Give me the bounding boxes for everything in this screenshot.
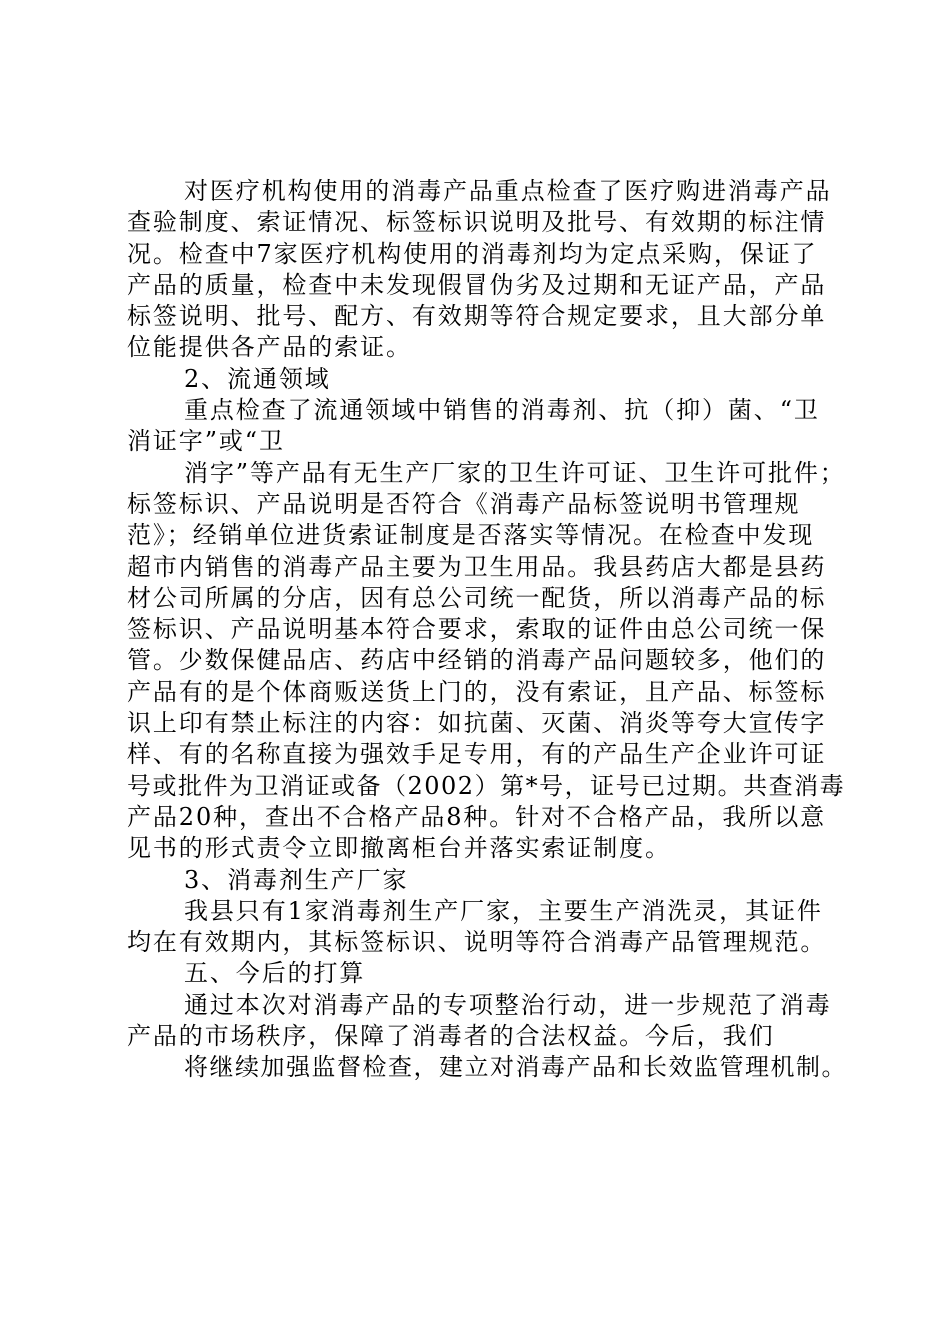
text-line: 管。少数保健品店、药店中经销的消毒产品问题较多，他们的 [127, 646, 827, 675]
text-line: 标签说明、批号、配方、有效期等符合规定要求，且大部分单 [127, 302, 827, 331]
text-line: 标签标识、产品说明是否符合《消毒产品标签说明书管理规 [127, 489, 801, 518]
text-line: 识上印有禁止标注的内容：如抗菌、灭菌、消炎等夸大宣传字 [127, 709, 827, 738]
text-line: 材公司所属的分店，因有总公司统一配货，所以消毒产品的标 [127, 583, 827, 612]
text-line: 3、消毒剂生产厂家 [184, 865, 409, 894]
text-line: 见书的形式责令立即撤离柜台并落实索证制度。 [127, 834, 671, 863]
document-body [127, 176, 847, 1084]
text-line: 超市内销售的消毒产品主要为卫生用品。我县药店大都是县药 [127, 552, 827, 581]
text-line: 我县只有1家消毒剂生产厂家，主要生产消洗灵，其证件 [184, 896, 823, 925]
text-line: 通过本次对消毒产品的专项整治行动，进一步规范了消毒 [184, 990, 832, 1019]
text-line: 五、今后的打算 [184, 959, 366, 988]
text-line: 产品的质量，检查中未发现假冒伪劣及过期和无证产品，产品 [127, 270, 827, 299]
text-line: 查验制度、索证情况、标签标识说明及批号、有效期的标注情 [127, 208, 827, 237]
text-line: 消证字”或“卫 [127, 427, 285, 456]
text-line: 消字”等产品有无生产厂家的卫生许可证、卫生许可批件； [184, 458, 846, 487]
text-line: 签标识、产品说明基本符合要求，索取的证件由总公司统一保 [127, 615, 827, 644]
text-line: 况。检查中7家医疗机构使用的消毒剂均为定点采购，保证了 [127, 239, 818, 268]
text-line: 范》；经销单位进货索证制度是否落实等情况。在检查中发现 [127, 521, 815, 550]
text-line: 产品的市场秩序，保障了消毒者的合法权益。今后，我们 [127, 1022, 775, 1051]
text-line: 重点检查了流通领域中销售的消毒剂、抗（抑）菌、“卫 [184, 396, 820, 425]
text-line: 将继续加强监督检查，建立对消毒产品和长效监管理机制。 [184, 1053, 847, 1082]
text-line: 产品20种，查出不合格产品8种。针对不合格产品，我所以意 [127, 802, 827, 831]
text-line: 位能提供各产品的索证。 [127, 333, 412, 362]
text-line: 对医疗机构使用的消毒产品重点检查了医疗购进消毒产品 [184, 177, 832, 205]
text-line: 产品有的是个体商贩送货上门的，没有索证，且产品、标签标 [127, 677, 827, 706]
text-line: 样、有的名称直接为强效手足专用，有的产品生产企业许可证 [127, 740, 827, 769]
text-line: 2、流通领域 [184, 364, 331, 393]
text-line: 号或批件为卫消证或备（2002）第*号，证号已过期。共查消毒 [127, 771, 846, 800]
text-line: 均在有效期内，其标签标识、说明等符合消毒产品管理规范。 [127, 928, 827, 957]
